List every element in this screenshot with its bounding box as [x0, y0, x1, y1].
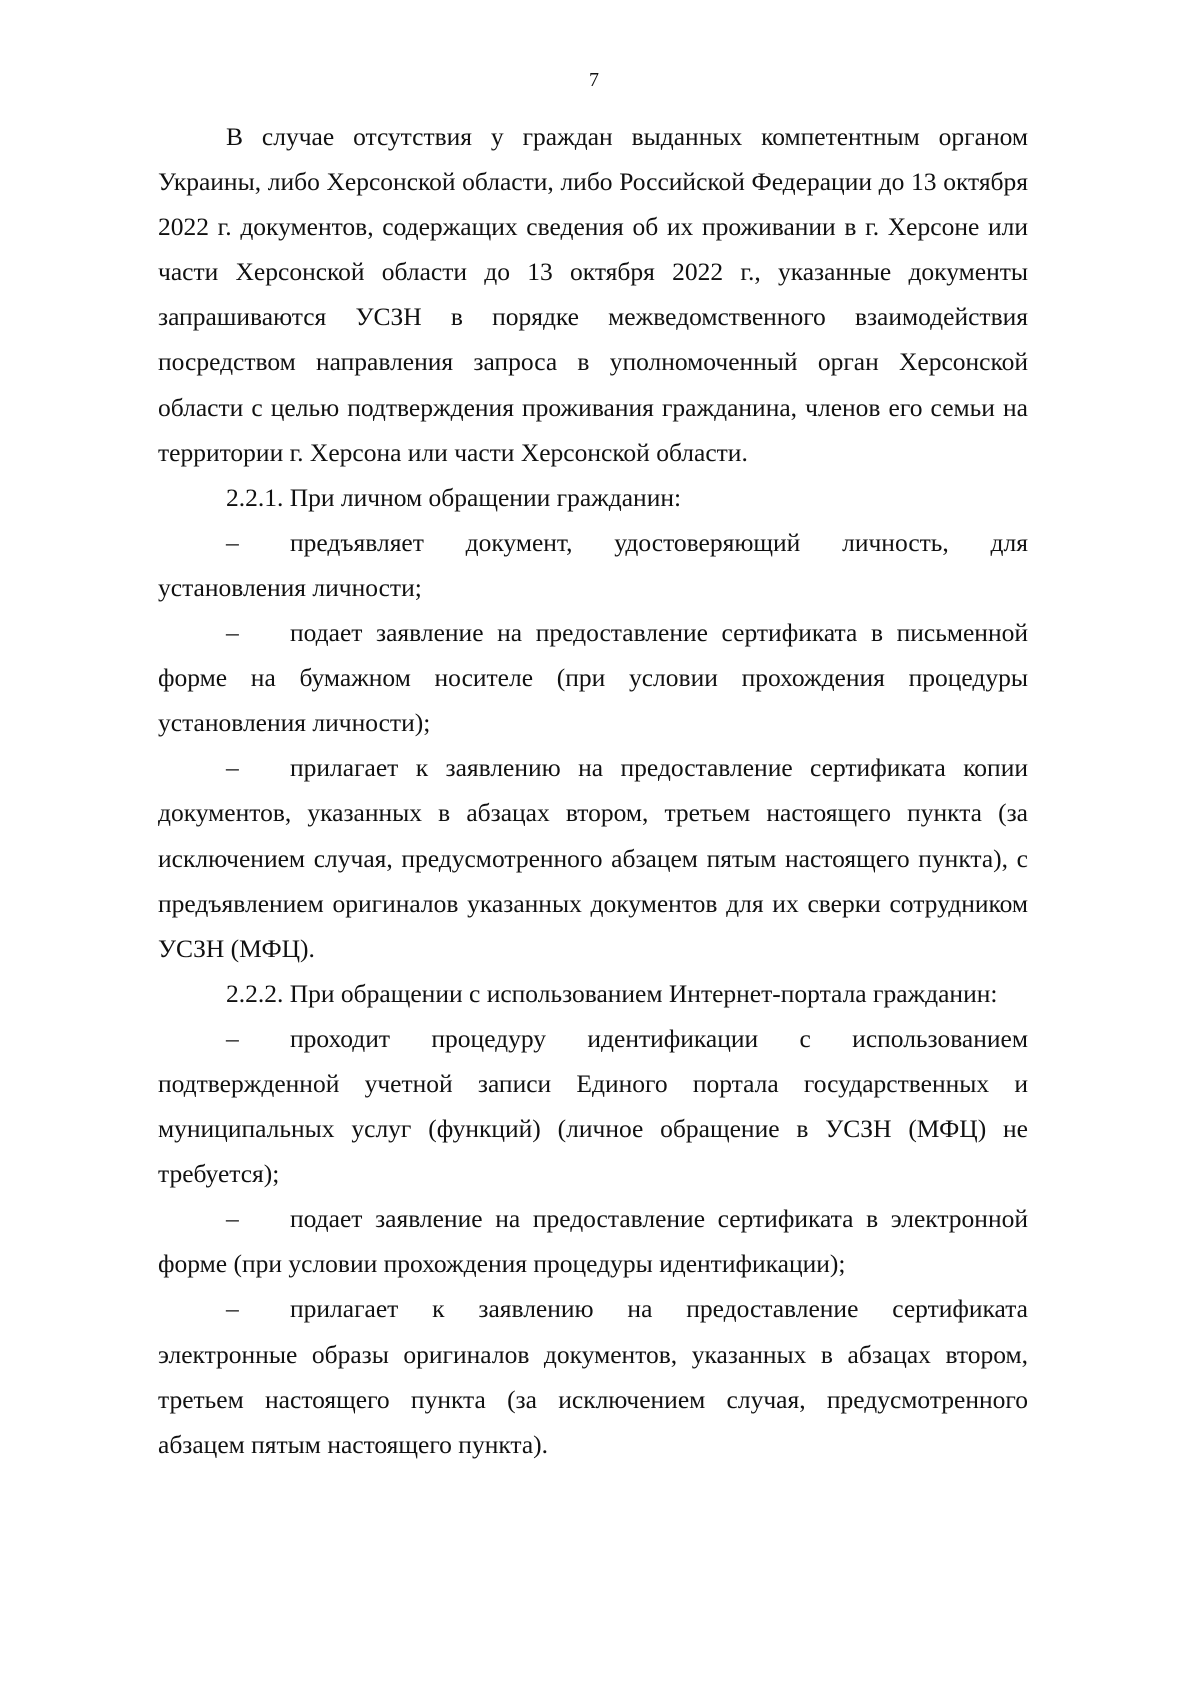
- list-item-text: прилагает к заявлению на предоставление сертификата электронные образы оригиналов документов, указанных в абзацах втором, третьем настоящего пункта (за исключением случая, предусмотренного абзацем пятым настоящего пункта).: [158, 1294, 1028, 1459]
- section-heading-2-2-1: 2.2.1. При личном обращении гражданин:: [226, 482, 682, 512]
- list-item-text: прилагает к заявлению на предоставление сертификата копии документов, указанных в абзацах втором, третьем настоящего пункта (за исключением случая, предусмотренного абзацем пятым настоящего пункта), с предъявлением оригиналов указанных документов для их сверки сотрудником УСЗН (МФЦ).: [158, 753, 1028, 963]
- list-item: [158, 520, 1028, 610]
- list-item: [158, 1286, 1028, 1466]
- list-item: [158, 1016, 1028, 1196]
- intro-paragraph: В случае отсутствия у граждан выданных компетентным органом Украины, либо Херсонской области, либо Российской Федерации до 13 октября 2022 г. документов, содержащих сведения об их проживании в г. Херсоне или части Херсонской области до 13 октября 2022 г., указанные документы запрашиваются УСЗН в порядке межведомственного взаимодействия посредством направления запроса в уполномоченный орган Херсонской области с целью подтверждения проживания гражданина, членов его семьи на территории г. Херсона или части Херсонской области.: [158, 122, 1028, 467]
- page-number: 7: [589, 69, 599, 91]
- list-item-text: предъявляет документ, удостоверяющий личность, для установления личности;: [158, 527, 1028, 602]
- list-item: [158, 610, 1028, 745]
- dash-bullet-icon: –: [226, 1204, 239, 1234]
- list-item: [158, 1196, 1028, 1286]
- section-heading-2-2-2: 2.2.2. При обращении с использованием Интернет-портала гражданин:: [226, 978, 998, 1008]
- dash-bullet-icon: –: [226, 618, 239, 648]
- dash-bullet-icon: –: [226, 1023, 239, 1053]
- list-item: [158, 745, 1028, 970]
- dash-bullet-icon: –: [226, 1294, 239, 1324]
- list-item-text: проходит процедуру идентификации с использованием подтвержденной учетной записи Единого портала государственных и муниципальных услуг (функций) (личное обращение в УСЗН (МФЦ) не требуется);: [158, 1023, 1028, 1189]
- dash-bullet-icon: –: [226, 527, 239, 557]
- list-item-text: подает заявление на предоставление сертификата в электронной форме (при условии прохождения процедуры идентификации);: [158, 1204, 1028, 1279]
- dash-bullet-icon: –: [226, 753, 239, 783]
- list-item-text: подает заявление на предоставление сертификата в письменной форме на бумажном носителе (при условии прохождения процедуры установления личности);: [158, 618, 1028, 738]
- document-body: [158, 114, 1028, 1467]
